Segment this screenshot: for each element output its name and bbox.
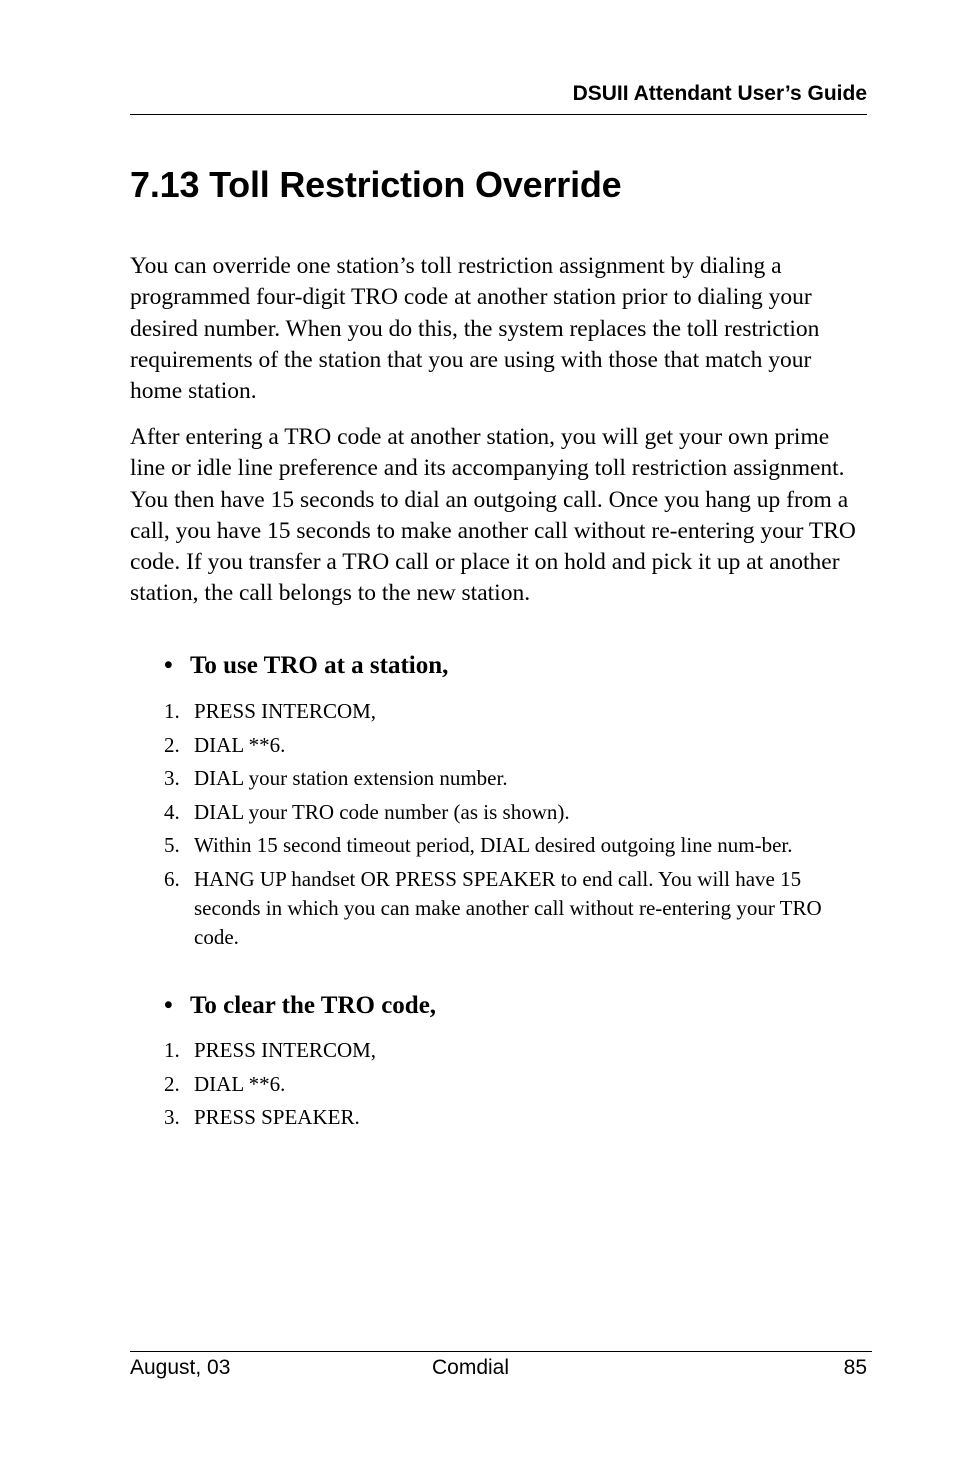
intro-paragraph: You can override one station’s toll restriction assignment by dialing a programmed four-digit TRO code at another station prior to dialing your desired number. When you do this, the system replaces the toll restriction requirements of the station that you are using with those that match your home station.	[130, 253, 820, 405]
step-number: 5.	[164, 833, 180, 857]
footer-company: Comdial	[432, 1356, 510, 1379]
procedure-heading-text: To use TRO at a station,	[190, 652, 449, 679]
step-item	[164, 764, 867, 793]
step-text: DIAL **6.	[194, 1071, 286, 1096]
step-text: Within 15 second timeout period, DIAL desired outgoing line num-ber.	[194, 833, 793, 857]
step-text: PRESS INTERCOM,	[194, 1038, 377, 1062]
procedure-heading-use-tro	[164, 650, 448, 682]
step-text: DIAL **6.	[194, 732, 286, 757]
step-item	[164, 1070, 867, 1099]
step-item	[164, 1103, 867, 1132]
step-item	[164, 831, 867, 860]
step-number: 1.	[164, 699, 180, 723]
step-item	[164, 731, 867, 760]
steps-list-use-tro	[164, 697, 867, 956]
page-number: 85	[843, 1356, 867, 1379]
step-number: 2.	[164, 1071, 180, 1096]
step-item	[164, 865, 867, 952]
footer-rule	[130, 1351, 872, 1352]
step-number: 4.	[164, 799, 180, 824]
footer-date: August, 03	[130, 1356, 231, 1379]
header-rule	[130, 114, 867, 115]
step-text: HANG UP handset OR PRESS SPEAKER to end call. You will have 15 seconds in which you can make another call without re-entering your TRO code.	[194, 866, 822, 949]
step-number: 1.	[164, 1038, 180, 1062]
procedure-heading-text: To clear the TRO code,	[190, 992, 437, 1019]
step-item	[164, 697, 867, 726]
step-text: DIAL your TRO code number (as is shown).	[194, 799, 570, 824]
details-paragraph: After entering a TRO code at another station, you will get your own prime line or idle line preference and its accompanying toll restriction assignment. You then have 15 seconds to dial an outgoing call. Once you hang up from a call, you have 15 seconds to make another call without re-entering your TRO code. If you transfer a TRO call or place it on hold and pick it up at another station, the call belongs to the new station.	[130, 424, 856, 607]
step-text: PRESS SPEAKER.	[194, 1105, 360, 1129]
step-text: DIAL your station extension number.	[194, 766, 508, 790]
step-text: PRESS INTERCOM,	[194, 699, 377, 723]
bullet-icon: •	[164, 652, 173, 679]
step-number: 3.	[164, 766, 180, 790]
steps-list-clear-tro	[164, 1036, 867, 1137]
step-item	[164, 798, 867, 827]
section-title: 7.13 Toll Restriction Override	[130, 164, 622, 205]
step-number: 3.	[164, 1105, 180, 1129]
running-header: DSUII Attendant User’s Guide	[572, 82, 867, 105]
step-item	[164, 1036, 867, 1065]
bullet-icon: •	[164, 992, 173, 1019]
procedure-heading-clear-tro	[164, 990, 436, 1022]
step-number: 2.	[164, 732, 180, 757]
step-number: 6.	[164, 866, 180, 891]
